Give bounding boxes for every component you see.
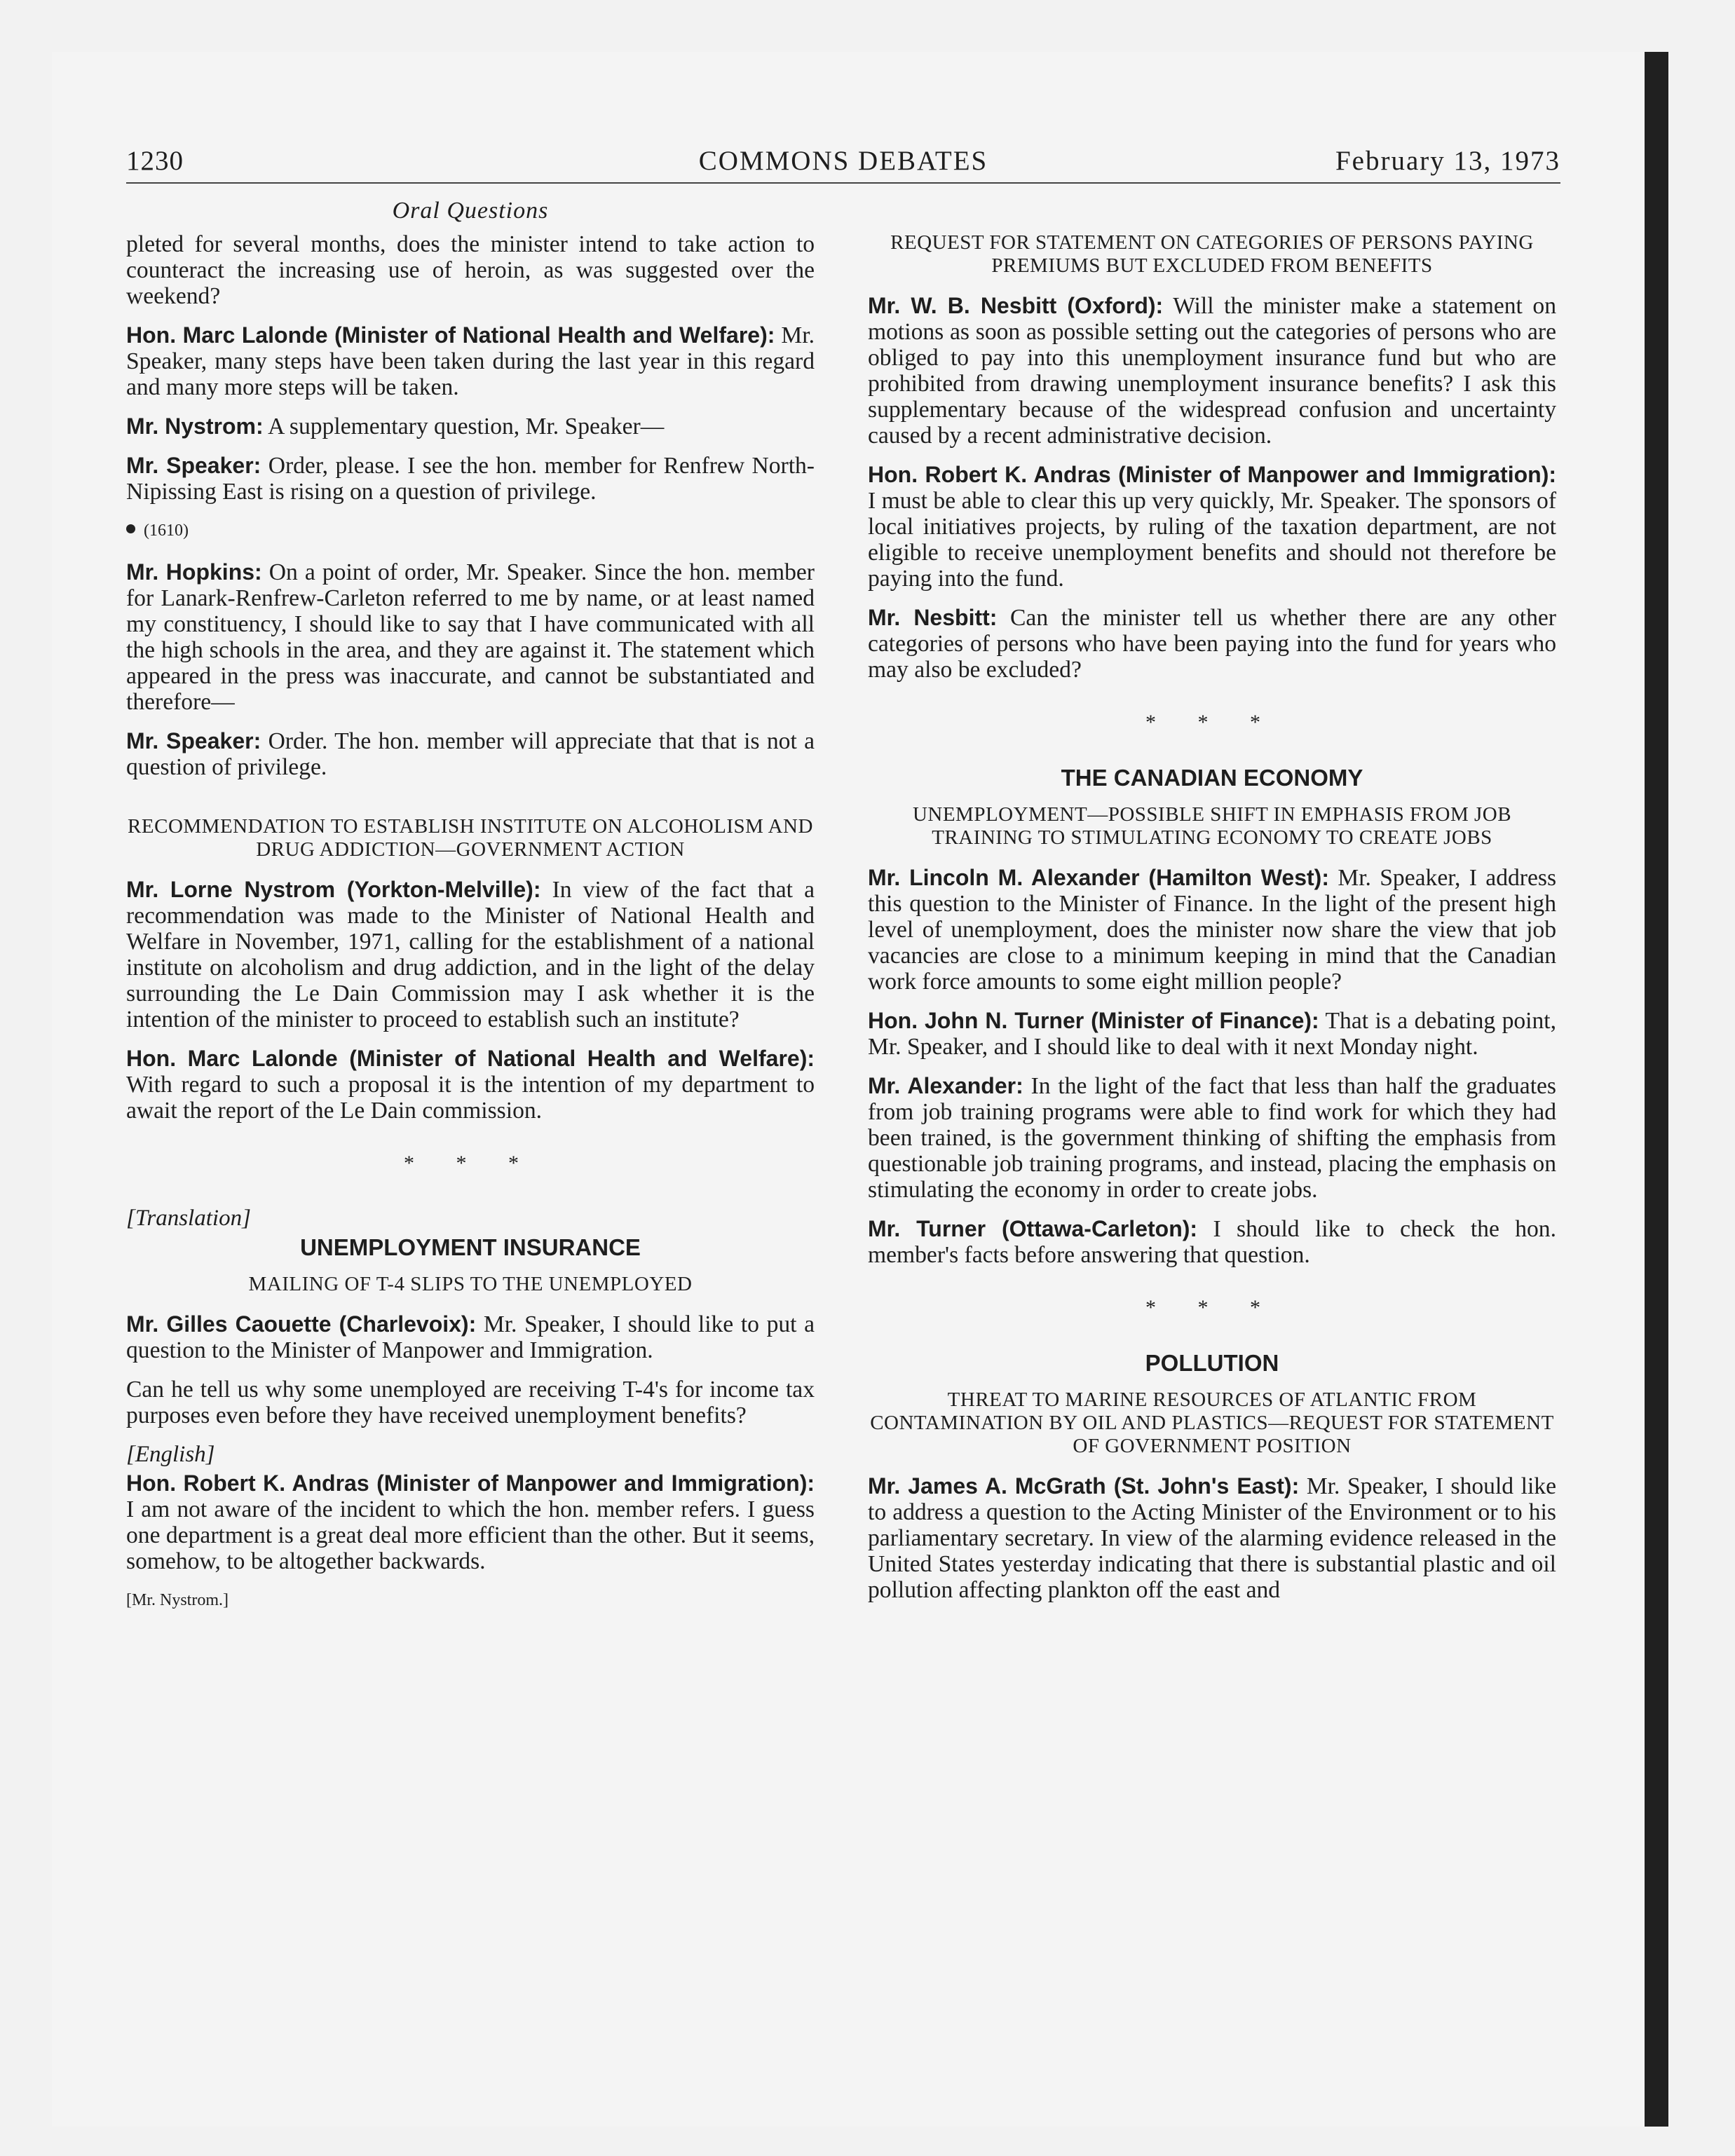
paragraph bbox=[126, 559, 815, 715]
speaker-name: Mr. Lincoln M. Alexander (Hamilton West): bbox=[868, 865, 1329, 890]
speech-text: Will the minister make a statement on motions as soon as possible setting out the categories of persons who are obliged to pay into this unemployment insurance fund but who are prohibited from drawing unemployment insurance benefits? I ask this supplementary because of the widespread confusion and uncertainty caused by a recent administrative decision. bbox=[868, 293, 1557, 449]
speech-text: In view of the fact that a recommendation was made to the Minister of National Health and Welfare in November, 1971, calling for the establishment of a national institute on alcoholism and drug addiction, and in the light of the delay surrounding the Le Dain Commission may I ask whether it is the intention of the minister to proceed to establish such an institute? bbox=[126, 877, 815, 1032]
language-tag: [Translation] bbox=[126, 1206, 251, 1231]
speech-text: Order. The hon. member will appreciate that that is not a question of privilege. bbox=[126, 728, 815, 780]
paragraph bbox=[126, 728, 815, 780]
speech-text: Mr. Speaker, I address this question to the Minister of Finance. In the light of the present high level of unemployment, does the minister now share the view that job vacancies are close to a minimum keeping in mind that the Canadian work force amounts to some eight million people? bbox=[868, 865, 1557, 995]
left-column bbox=[126, 231, 815, 1613]
paragraph: pleted for several months, does the minister intend to take action to counteract the increasing use of heroin, as was suggested over the weekend? bbox=[126, 231, 815, 309]
footer-note: [Mr. Nystrom.] bbox=[126, 1591, 229, 1609]
right-column bbox=[868, 231, 1556, 1616]
page-header bbox=[126, 140, 1560, 184]
speaker-name: Mr. Hopkins: bbox=[126, 559, 262, 585]
speech-text: Mr. Speaker, I should like to put a question to the Minister of Manpower and Immigration. bbox=[126, 1311, 815, 1363]
publication-title: COMMONS DEBATES bbox=[698, 146, 988, 176]
speaker-name: Mr. Alexander: bbox=[868, 1073, 1023, 1098]
speaker-name: Hon. John N. Turner (Minister of Finance): bbox=[868, 1008, 1319, 1033]
section-separator: * * * bbox=[1145, 711, 1279, 734]
paragraph bbox=[868, 293, 1556, 449]
time-marker bbox=[126, 518, 815, 544]
subject-caption: UNEMPLOYMENT—POSSIBLE SHIFT IN EMPHASIS FROM JOB TRAINING TO STIMULATING ECONOMY TO CREATE JOBS bbox=[912, 803, 1512, 849]
speaker-name: Mr. Speaker: bbox=[126, 453, 261, 478]
speech-text: Mr. Speaker, I should like to address a question to the Acting Minister of the Environment or to his parliamentary secretary. In view of the alarming evidence released in the United States yesterday indicating that there is substantial plastic and oil pollution affecting plankton off the east and bbox=[868, 1473, 1557, 1603]
speaker-name: Mr. Nystrom: bbox=[126, 414, 264, 439]
paragraph bbox=[126, 322, 815, 400]
subject-caption: RECOMMENDATION TO ESTABLISH INSTITUTE ON ALCOHOLISM AND DRUG ADDICTION—GOVERNMENT ACTION bbox=[128, 815, 813, 861]
speaker-name: Hon. Marc Lalonde (Minister of National Health and Welfare): bbox=[126, 1046, 815, 1071]
subject-caption: REQUEST FOR STATEMENT ON CATEGORIES OF PERSONS PAYING PREMIUMS BUT EXCLUDED FROM BENEFITS bbox=[890, 231, 1534, 277]
speech-text: On a point of order, Mr. Speaker. Since the hon. member for Lanark-Renfrew-Carleton referred to me by name, or at least named my constituency, I should like to say that I have communicated with all the high schools in the area, and they are against it. The statement which appeared in the press was inaccurate, and cannot be substantiated and therefore— bbox=[126, 559, 815, 715]
running-head: Oral Questions bbox=[392, 198, 549, 224]
bullet-icon bbox=[126, 524, 135, 533]
paragraph bbox=[868, 1008, 1556, 1060]
speaker-name: Mr. Gilles Caouette (Charlevoix): bbox=[126, 1311, 477, 1337]
paragraph bbox=[126, 453, 815, 505]
paragraph bbox=[868, 1073, 1556, 1203]
speech-text: Can the minister tell us whether there are any other categories of persons who have been paying into the fund for years who may also be excluded? bbox=[868, 605, 1556, 683]
paragraph bbox=[868, 462, 1556, 592]
speaker-name: Hon. Robert K. Andras (Minister of Manpower and Immigration): bbox=[126, 1471, 815, 1496]
speech-text: I am not aware of the incident to which the hon. member refers. I guess one department is a great deal more efficient than the other. But it seems, somehow, to be altogether backwards. bbox=[126, 1496, 815, 1574]
speaker-name: Mr. Nesbitt: bbox=[868, 605, 998, 630]
scan-edge-bar bbox=[1645, 52, 1668, 2127]
paragraph: Can he tell us why some unemployed are receiving T-4's for income tax purposes even before they have received unemployment benefits? bbox=[126, 1377, 815, 1428]
speech-text: Order, please. I see the hon. member for Renfrew North-Nipissing East is rising on a question of privilege. bbox=[126, 453, 815, 505]
time-marker-text: (1610) bbox=[144, 521, 189, 540]
section-heading: UNEMPLOYMENT INSURANCE bbox=[300, 1234, 641, 1260]
section-heading: THE CANADIAN ECONOMY bbox=[1061, 765, 1363, 791]
paragraph bbox=[868, 1216, 1556, 1268]
speech-text: With regard to such a proposal it is the intention of my department to await the report of the Le Dain commission. bbox=[126, 1072, 815, 1124]
speaker-name: Hon. Robert K. Andras (Minister of Manpower and Immigration): bbox=[868, 462, 1556, 487]
speech-text: In the light of the fact that less than half the graduates from job training programs were able to find work for which they had been trained, is the government thinking of shifting the emphasis from questionable job training programs, and instead, placing the emphasis on stimulating the economy in order to create jobs. bbox=[868, 1073, 1557, 1203]
section-separator: * * * bbox=[1145, 1296, 1279, 1319]
speech-text: Mr. Speaker, many steps have been taken during the last year in this regard and many more steps will be taken. bbox=[126, 322, 815, 400]
speaker-name: Mr. Lorne Nystrom (Yorkton-Melville): bbox=[126, 877, 541, 902]
speaker-name: Mr. James A. McGrath (St. John's East): bbox=[868, 1473, 1300, 1499]
speaker-name: Hon. Marc Lalonde (Minister of National Health and Welfare): bbox=[126, 322, 775, 348]
speech-text: I should like to check the hon. member's facts before answering that question. bbox=[868, 1216, 1556, 1268]
paragraph bbox=[126, 877, 815, 1032]
language-tag: [English] bbox=[126, 1442, 215, 1467]
paragraph bbox=[868, 605, 1556, 683]
paragraph bbox=[126, 414, 815, 439]
speaker-name: Mr. W. B. Nesbitt (Oxford): bbox=[868, 293, 1164, 318]
speech-text: That is a debating point, Mr. Speaker, and I should like to deal with it next Monday night. bbox=[868, 1008, 1557, 1060]
paragraph bbox=[868, 865, 1556, 995]
paragraph bbox=[126, 1471, 815, 1574]
page-number: 1230 bbox=[126, 146, 184, 176]
section-heading: POLLUTION bbox=[1145, 1350, 1279, 1376]
page-date: February 13, 1973 bbox=[1335, 146, 1560, 176]
paragraph bbox=[126, 1311, 815, 1363]
speaker-name: Mr. Speaker: bbox=[126, 728, 261, 753]
paragraph bbox=[126, 1046, 815, 1124]
paragraph bbox=[868, 1473, 1556, 1603]
speaker-name: Mr. Turner (Ottawa-Carleton): bbox=[868, 1216, 1198, 1241]
speech-text: A supplementary question, Mr. Speaker— bbox=[268, 414, 665, 439]
speech-text: I must be able to clear this up very quickly, Mr. Speaker. The sponsors of local initiatives projects, by ruling of the taxation department, are not eligible to receive unemployment benefits and should not therefore be paying into the fund. bbox=[868, 488, 1556, 592]
section-separator: * * * bbox=[404, 1152, 537, 1175]
subject-caption: THREAT TO MARINE RESOURCES OF ATLANTIC FROM CONTAMINATION BY OIL AND PLASTICS—REQUEST FOR STATEMENT OF GOVERNMENT POSITION bbox=[870, 1389, 1554, 1457]
subject-caption: MAILING OF T-4 SLIPS TO THE UNEMPLOYED bbox=[248, 1273, 693, 1295]
